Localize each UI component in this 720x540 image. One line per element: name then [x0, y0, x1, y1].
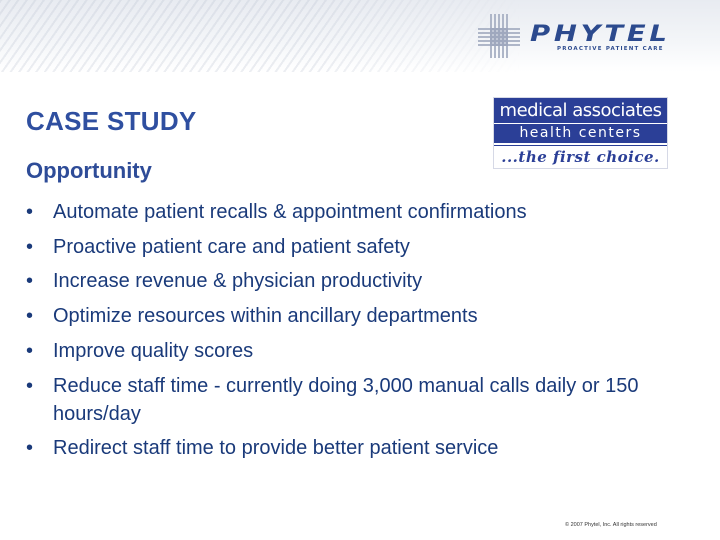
list-item — [26, 369, 666, 431]
list-item-text: Reduce staff time - currently doing 3,000 manual calls daily or 150 hours/day — [53, 374, 639, 425]
bullet-marker: • — [26, 201, 34, 223]
brand-tagline: PROACTIVE PATIENT CARE — [557, 46, 664, 52]
header-stripes — [0, 0, 520, 72]
bullet-marker: • — [26, 305, 34, 328]
bullet-marker: • — [26, 339, 34, 362]
list-item — [26, 299, 666, 334]
logo-line-2: health centers — [494, 123, 667, 143]
bullet-marker: • — [26, 436, 34, 459]
logo-line-3: ...the first choice. — [494, 145, 667, 167]
list-item-text: Optimize resources within ancillary departments — [53, 305, 478, 328]
medical-associates-logo — [493, 97, 668, 169]
bullet-marker: • — [26, 374, 34, 397]
list-item-text: Improve quality scores — [53, 339, 254, 362]
page-title: CASE STUDY — [26, 106, 197, 136]
list-item — [26, 431, 666, 466]
bullet-marker: • — [26, 270, 34, 293]
list-item — [26, 230, 666, 265]
opportunity-list — [26, 195, 666, 465]
phytel-cross-icon — [476, 12, 522, 60]
logo-line-1: medical associates — [494, 98, 667, 123]
section-heading: Opportunity — [26, 158, 152, 183]
copyright-notice: © 2007 Phytel, Inc. All rights reserved — [565, 522, 657, 528]
list-item-text: Redirect staff time to provide better patient service — [53, 436, 499, 459]
list-item — [26, 334, 666, 369]
list-item — [26, 195, 666, 230]
header-band — [0, 0, 720, 72]
list-item-text: Automate patient recalls & appointment confirmations — [53, 201, 527, 223]
brand-name: PHYTEL — [530, 22, 671, 47]
bullet-marker: • — [26, 235, 34, 258]
list-item-text: Increase revenue & physician productivity — [53, 270, 423, 293]
list-item-text: Proactive patient care and patient safety — [53, 235, 410, 258]
list-item — [26, 264, 666, 299]
